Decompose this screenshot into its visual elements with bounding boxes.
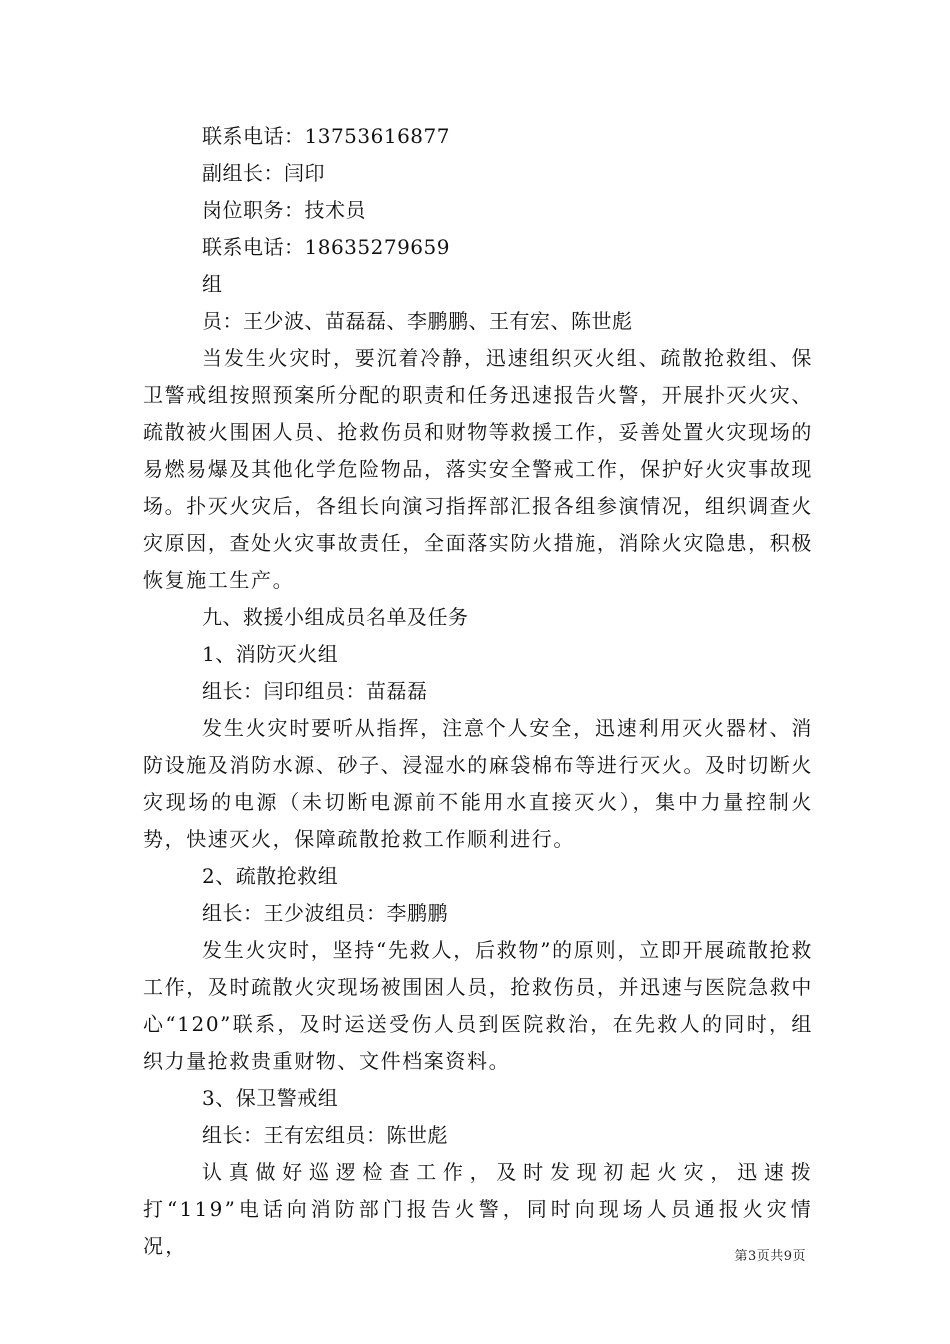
group2-title: 2、疏散抢救组	[202, 864, 339, 888]
contact-phone-line: 联系电话：13753616877	[202, 124, 450, 148]
group3-title: 3、保卫警戒组	[202, 1086, 339, 1110]
group3-duty-paragraph: 认真做好巡逻检查工作，及时发现初起火灾，迅速拨打“119”电话向消防部门报告火警，同时向现场人员通报火灾情况，	[143, 1160, 813, 1258]
group1-title: 1、消防灭火组	[202, 642, 339, 666]
post-duty-line: 岗位职务：技术员	[202, 198, 366, 222]
member-label-line: 组	[202, 272, 223, 296]
page-number-footer: 第3页共9页	[734, 1249, 806, 1264]
document-body	[143, 118, 813, 1265]
fire-response-paragraph: 当发生火灾时，要沉着冷静，迅速组织灭火组、疏散抢救组、保卫警戒组按照预案所分配的职责和任务迅速报告火警，开展扑灭火灾、疏散被火围困人员、抢救伤员和财物等救援工作，妥善处置火灾现场的易燃易爆及其他化学危险物品，落实安全警戒工作，保护好火灾事故现场。扑灭火灾后，各组长向演习指挥部汇报各组参演情况，组织调查火灾原因，查处火灾事故责任，全面落实防火措施，消除火灾隐患，积极恢复施工生产。	[143, 346, 813, 592]
group2-duty-paragraph: 发生火灾时，坚持“先救人，后救物”的原则，立即开展疏散抢救工作，及时疏散火灾现场被围困人员，抢救伤员，并迅速与医院急救中心“120”联系，及时运送受伤人员到医院救治，在先救人的同时，组织力量抢救贵重财物、文件档案资料。	[143, 938, 813, 1073]
group1-duty-paragraph: 发生火灾时要听从指挥，注意个人安全，迅速利用灭火器材、消防设施及消防水源、砂子、浸湿水的麻袋棉布等进行灭火。及时切断火灾现场的电源（未切断电源前不能用水直接灭火），集中力量控制火势，快速灭火，保障疏散抢救工作顺利进行。	[143, 716, 813, 851]
group1-leaders: 组长：闫印组员：苗磊磊	[202, 679, 428, 703]
deputy-leader-line: 副组长：闫印	[202, 161, 325, 185]
group2-leaders: 组长：王少波组员：李鹏鹏	[202, 901, 448, 925]
group3-leaders: 组长：王有宏组员：陈世彪	[202, 1123, 448, 1147]
section-nine-heading: 九、救援小组成员名单及任务	[202, 605, 469, 629]
contact-phone-line-2: 联系电话：18635279659	[202, 235, 450, 259]
members-line: 员：王少波、苗磊磊、李鹏鹏、王有宏、陈世彪	[202, 309, 633, 333]
